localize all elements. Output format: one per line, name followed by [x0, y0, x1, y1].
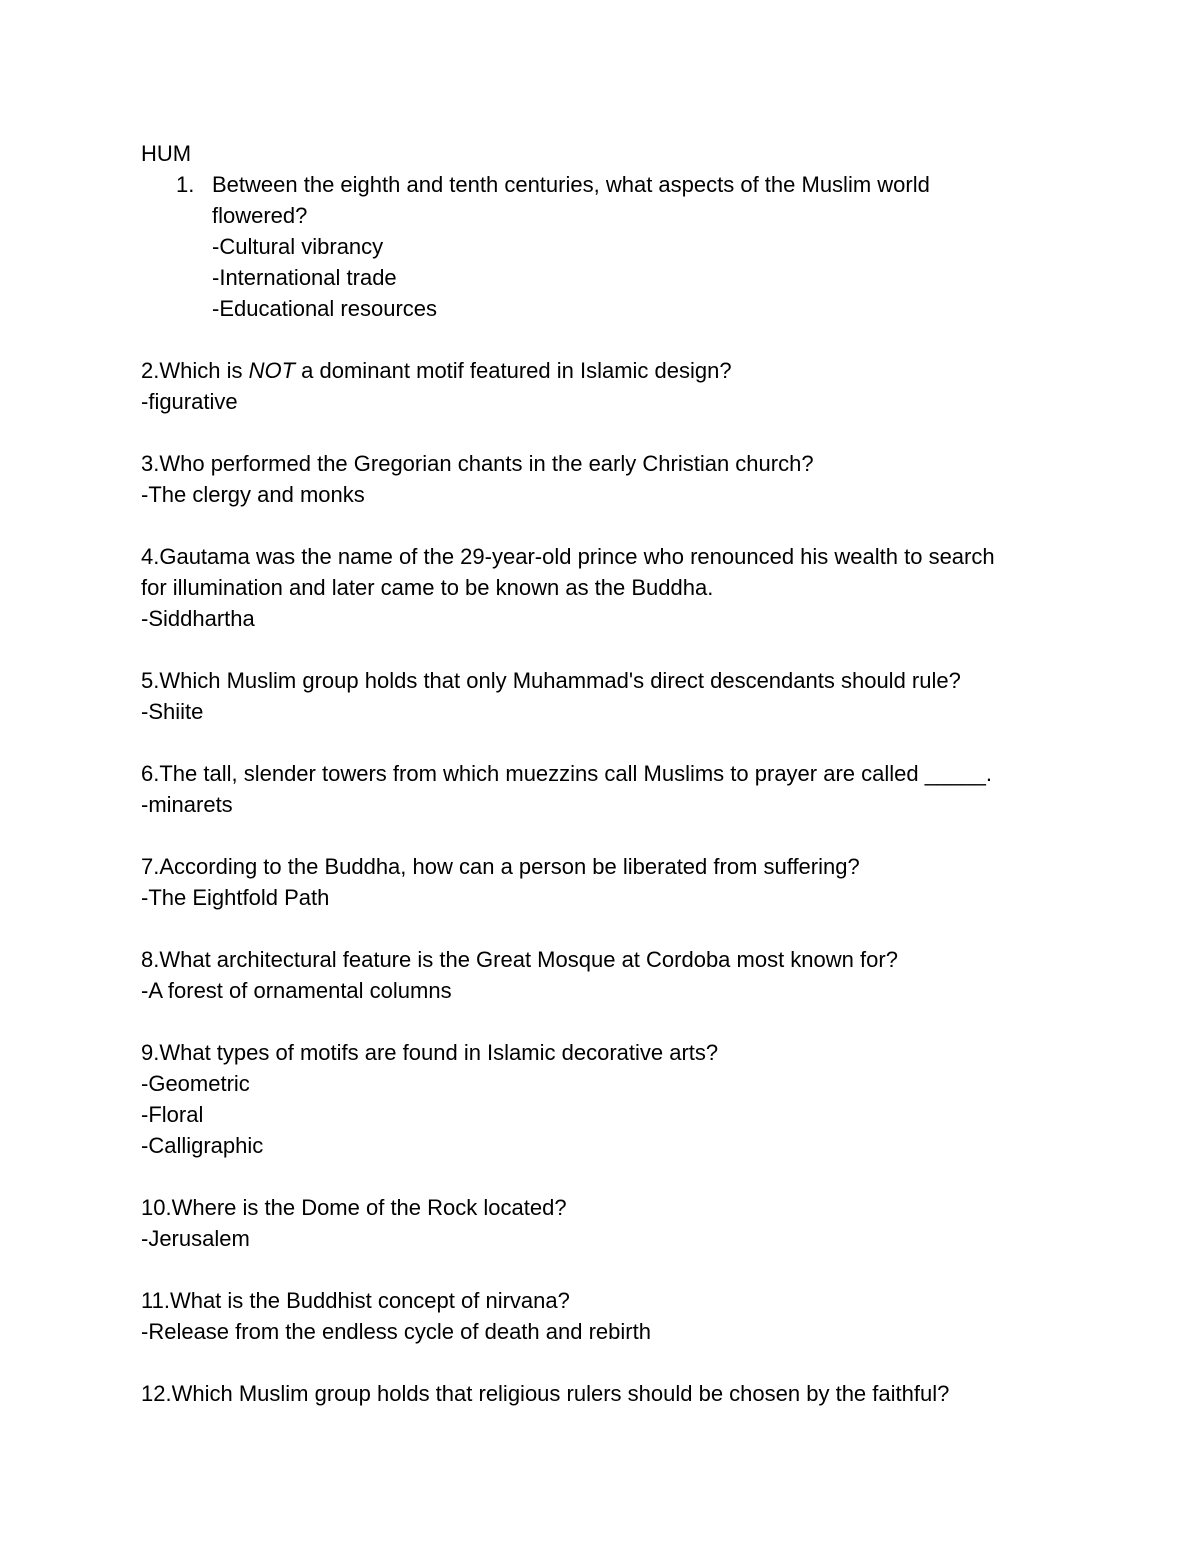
question-2-answer: -figurative	[141, 389, 238, 414]
question-7	[141, 851, 1071, 913]
spacer	[141, 417, 1071, 448]
question-9-text: 9.What types of motifs are found in Islamic decorative arts?	[141, 1040, 719, 1065]
document-page	[141, 138, 1071, 1409]
question-6	[141, 758, 1071, 820]
question-3-text: 3.Who performed the Gregorian chants in the early Christian church?	[141, 451, 814, 476]
question-3	[141, 448, 1071, 510]
question-11-text: 11.What is the Buddhist concept of nirvana?	[141, 1288, 570, 1313]
question-12	[141, 1378, 1071, 1409]
question-10-answer: -Jerusalem	[141, 1226, 250, 1251]
question-8-text: 8.What architectural feature is the Great Mosque at Cordoba most known for?	[141, 947, 898, 972]
question-1-answer-3: -Educational resources	[212, 296, 438, 321]
spacer	[141, 510, 1071, 541]
question-2-text	[141, 355, 1071, 386]
question-6-text: 6.The tall, slender towers from which muezzins call Muslims to prayer are called _____.	[141, 761, 993, 786]
question-6-answer: -minarets	[141, 792, 233, 817]
spacer	[141, 820, 1071, 851]
question-5-text: 5.Which Muslim group holds that only Muhammad's direct descendants should rule?	[141, 668, 961, 693]
question-2-emphasis: NOT	[248, 358, 296, 383]
question-3-answer: -The clergy and monks	[141, 482, 365, 507]
question-9-answer-2: -Floral	[141, 1102, 204, 1127]
question-10-text: 10.Where is the Dome of the Rock located?	[141, 1195, 567, 1220]
question-4-text-line-1: 4.Gautama was the name of the 29-year-old prince who renounced his wealth to search	[141, 544, 995, 569]
spacer	[141, 727, 1071, 758]
question-10	[141, 1192, 1071, 1254]
question-9	[141, 1037, 1071, 1161]
question-7-text: 7.According to the Buddha, how can a person be liberated from suffering?	[141, 854, 860, 879]
question-1-text-line-2: flowered?	[212, 203, 308, 228]
question-2-suffix: a dominant motif featured in Islamic design?	[295, 358, 732, 383]
question-2-prefix: 2.Which is	[141, 358, 249, 383]
spacer	[141, 324, 1071, 355]
question-1-body	[212, 169, 1071, 324]
question-9-answer-3: -Calligraphic	[141, 1133, 264, 1158]
question-1	[141, 169, 1071, 324]
question-8	[141, 944, 1071, 1006]
question-4-text-line-2: for illumination and later came to be known as the Buddha.	[141, 575, 714, 600]
question-1-answer-2: -International trade	[212, 265, 397, 290]
question-1-number-cell	[141, 169, 212, 200]
question-1-text-line-1: Between the eighth and tenth centuries, what aspects of the Muslim world	[212, 172, 930, 197]
document-header: HUM	[141, 141, 192, 166]
spacer	[141, 1161, 1071, 1192]
spacer	[141, 913, 1071, 944]
question-4-answer: -Siddhartha	[141, 606, 255, 631]
question-2	[141, 355, 1071, 417]
question-12-text: 12.Which Muslim group holds that religious rulers should be chosen by the faithful?	[141, 1381, 950, 1406]
question-7-answer: -The Eightfold Path	[141, 885, 330, 910]
question-1-row	[141, 169, 1071, 324]
question-5	[141, 665, 1071, 727]
question-1-answer-1: -Cultural vibrancy	[212, 234, 384, 259]
spacer	[141, 1006, 1071, 1037]
question-11	[141, 1285, 1071, 1347]
question-5-answer: -Shiite	[141, 699, 204, 724]
question-11-answer: -Release from the endless cycle of death and rebirth	[141, 1319, 651, 1344]
question-1-number: 1.	[176, 172, 195, 197]
question-4	[141, 541, 1071, 634]
spacer	[141, 634, 1071, 665]
question-8-answer: -A forest of ornamental columns	[141, 978, 452, 1003]
spacer	[141, 1347, 1071, 1378]
spacer	[141, 1254, 1071, 1285]
question-9-answer-1: -Geometric	[141, 1071, 250, 1096]
